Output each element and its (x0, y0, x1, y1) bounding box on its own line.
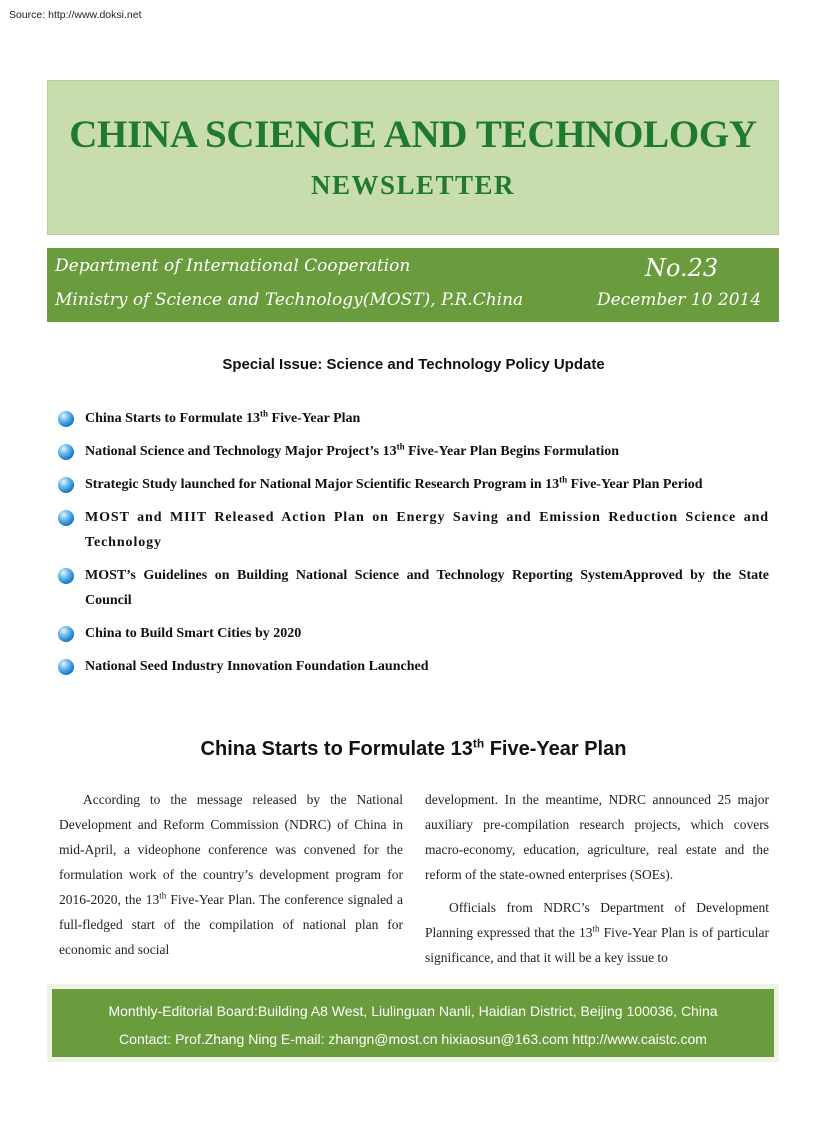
table-of-contents (58, 406, 769, 687)
bullet-icon (58, 626, 74, 642)
article-paragraph: Officials from NDRC’s Department of Development Planning expressed that the 13th Five-Year Plan is of particular significance, and that it will be a key issue to (425, 900, 770, 965)
issue-number: No.23 (645, 254, 719, 282)
toc-item[interactable]: China to Build Smart Cities by 2020 (58, 621, 769, 646)
department-label: Department of International Cooperation (55, 256, 411, 276)
toc-item[interactable]: China Starts to Formulate 13th Five-Year Plan (58, 406, 769, 431)
editorial-address: Monthly-Editorial Board:Building A8 West, Liulinguan Nanli, Haidian District, Beijing 100036, China (108, 1003, 718, 1019)
issue-info-bar (47, 248, 779, 322)
source-url: Source: http://www.doksi.net (9, 9, 142, 21)
bullet-icon (58, 568, 74, 584)
footer-panel (52, 989, 774, 1057)
bullet-icon (58, 444, 74, 460)
toc-item[interactable]: Strategic Study launched for National Major Scientific Research Program in 13th Five-Year Plan Period (58, 472, 769, 497)
toc-item[interactable]: National Science and Technology Major Project’s 13th Five-Year Plan Begins Formulation (58, 439, 769, 464)
bullet-icon (58, 659, 74, 675)
ministry-label: Ministry of Science and Technology(MOST), P.R.China (55, 290, 524, 310)
article-column-right (425, 787, 769, 970)
special-issue-heading: Special Issue: Science and Technology Policy Update (222, 356, 605, 373)
bullet-icon (58, 411, 74, 427)
toc-item[interactable]: National Seed Industry Innovation Foundation Launched (58, 654, 769, 679)
editorial-footer (47, 984, 779, 1062)
newsletter-title: CHINA SCIENCE AND TECHNOLOGY (69, 113, 757, 156)
bullet-icon (58, 477, 74, 493)
editorial-contact[interactable]: Contact: Prof.Zhang Ning E-mail: zhangn@most.cn hixiaosun@163.com http://www.caistc.com (119, 1031, 707, 1047)
article-paragraph: According to the message released by the National Development and Reform Commission (NDRC) of China in mid-April, a videophone conference was convened for the formulation work of the country’s development program for 2016-2020, the 13th Five-Year Plan. The conference signaled a full-fledged start of the compilation of national plan for economic and social (59, 792, 403, 957)
article-paragraph: development. In the meantime, NDRC announced 25 major auxiliary pre-compilation research projects, which covers macro-economy, education, agriculture, real estate and the reform of the state-owned enterprises (SOEs). (425, 792, 769, 882)
toc-item[interactable]: MOST’s Guidelines on Building National Science and Technology Reporting SystemApproved by the State Council (58, 563, 769, 613)
masthead (47, 80, 779, 235)
issue-date: December 10 2014 (597, 290, 762, 310)
newsletter-subtitle: NEWSLETTER (310, 170, 516, 200)
article-title: China Starts to Formulate 13th Five-Year Plan (200, 736, 627, 760)
bullet-icon (58, 510, 74, 526)
article-column-left (59, 787, 403, 962)
toc-item[interactable]: MOST and MIIT Released Action Plan on Energy Saving and Emission Reduction Science and Technology (58, 505, 769, 555)
